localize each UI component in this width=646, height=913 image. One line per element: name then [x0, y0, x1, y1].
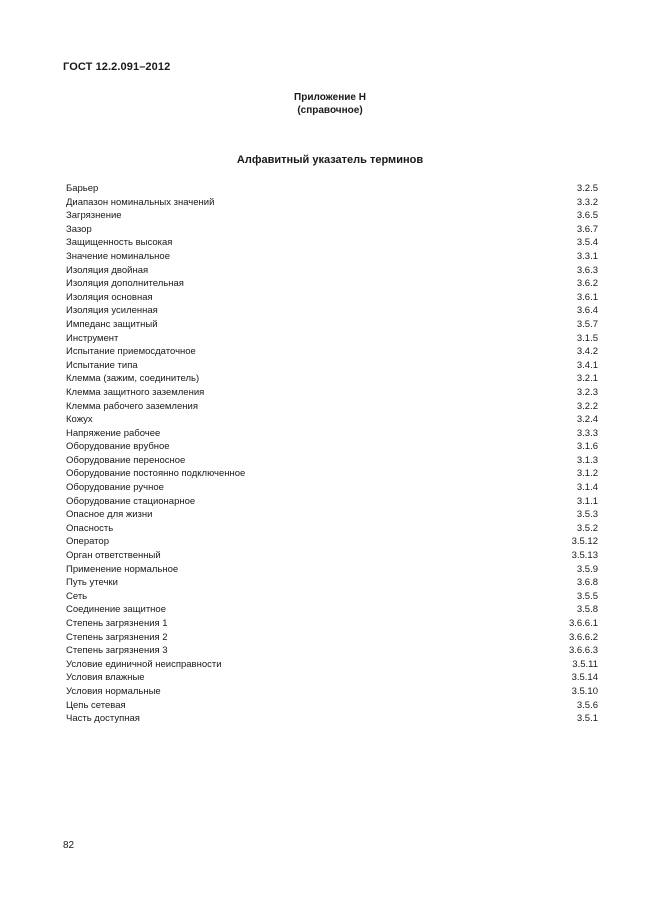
- term-reference: 3.5.3: [576, 509, 598, 521]
- term-reference: 3.6.6.3: [568, 645, 598, 657]
- term-reference: 3.6.1: [576, 291, 598, 303]
- term-name: Условия нормальные: [66, 685, 161, 697]
- term-row: [66, 549, 598, 563]
- term-name: Барьер: [66, 183, 99, 194]
- term-reference: 3.5.10: [571, 685, 598, 697]
- term-row: [66, 631, 598, 645]
- term-index-list: [66, 182, 598, 726]
- term-reference: 3.3.2: [576, 196, 598, 208]
- term-row: [66, 712, 598, 726]
- term-reference: 3.1.5: [576, 332, 598, 344]
- term-reference: 3.5.14: [571, 672, 598, 684]
- term-name: Испытание типа: [66, 359, 138, 371]
- term-row: [66, 359, 598, 373]
- term-row: [66, 427, 598, 441]
- term-reference: 3.3.3: [576, 427, 598, 439]
- term-name: Изоляция дополнительная: [66, 278, 184, 290]
- term-row: [66, 250, 598, 264]
- term-name: Условия влажные: [66, 672, 145, 684]
- term-reference: 3.5.5: [576, 590, 598, 602]
- term-row: [66, 413, 598, 427]
- term-name: Оборудование стационарное: [66, 495, 196, 507]
- term-name: Степень загрязнения 1: [66, 618, 168, 629]
- term-name: Кожух: [66, 414, 93, 426]
- term-name: Клемма защитного заземления: [66, 386, 205, 398]
- appendix-title: Приложение Н: [294, 92, 366, 103]
- term-row: [66, 277, 598, 291]
- term-reference: 3.2.5: [576, 183, 598, 194]
- term-name: Напряжение рабочее: [66, 427, 161, 439]
- term-name: Соединение защитное: [66, 604, 167, 616]
- term-reference: 3.5.12: [571, 536, 598, 548]
- term-name: Часть доступная: [66, 713, 140, 725]
- term-row: [66, 467, 598, 481]
- term-name: Инструмент: [66, 332, 119, 344]
- term-row: [66, 196, 598, 210]
- term-reference: 3.6.6.1: [568, 618, 598, 629]
- term-row: [66, 495, 598, 509]
- term-reference: 3.6.8: [576, 577, 598, 589]
- term-name: Защищенность высокая: [66, 237, 173, 249]
- term-reference: 3.1.4: [576, 482, 598, 494]
- term-name: Изоляция основная: [66, 291, 153, 303]
- term-name: Значение номинальное: [66, 250, 170, 262]
- term-name: Импеданс защитный: [66, 318, 158, 330]
- term-reference: 3.5.1: [576, 713, 598, 725]
- document-id: ГОСТ 12.2.091–2012: [63, 61, 171, 73]
- term-row: [66, 671, 598, 685]
- term-row: [66, 590, 598, 604]
- term-reference: 3.1.6: [576, 441, 598, 453]
- term-reference: 3.1.3: [576, 454, 598, 466]
- term-row: [66, 209, 598, 223]
- term-name: Зазор: [66, 223, 92, 235]
- term-row: [66, 508, 598, 522]
- term-row: [66, 658, 598, 672]
- term-row: [66, 454, 598, 468]
- term-row: [66, 617, 598, 631]
- term-name: Условие единичной неисправности: [66, 658, 222, 670]
- term-row: [66, 685, 598, 699]
- term-reference: 3.2.1: [576, 373, 598, 385]
- term-name: Опасность: [66, 522, 114, 534]
- term-row: [66, 440, 598, 454]
- term-name: Путь утечки: [66, 577, 118, 589]
- term-row: [66, 576, 598, 590]
- term-row: [66, 345, 598, 359]
- term-row: [66, 699, 598, 713]
- term-row: [66, 304, 598, 318]
- term-name: Степень загрязнения 2: [66, 631, 168, 643]
- term-name: Оборудование ручное: [66, 482, 164, 494]
- term-row: [66, 264, 598, 278]
- term-reference: 3.5.4: [576, 237, 598, 249]
- term-name: Загрязнение: [66, 210, 122, 222]
- term-row: [66, 332, 598, 346]
- term-row: [66, 291, 598, 305]
- term-reference: 3.6.2: [576, 278, 598, 290]
- term-reference: 3.6.3: [576, 264, 598, 276]
- term-name: Изоляция двойная: [66, 264, 149, 276]
- term-reference: 3.1.1: [576, 495, 598, 507]
- term-row: [66, 372, 598, 386]
- term-name: Цепь сетевая: [66, 699, 126, 711]
- term-reference: 3.5.6: [576, 699, 598, 711]
- term-reference: 3.5.2: [576, 522, 598, 534]
- term-name: Диапазон номинальных значений: [66, 196, 215, 208]
- page-number: 82: [63, 840, 75, 851]
- term-name: Сеть: [66, 590, 88, 602]
- term-row: [66, 318, 598, 332]
- term-reference: 3.5.13: [571, 550, 598, 562]
- term-row: [66, 481, 598, 495]
- term-row: [66, 644, 598, 658]
- appendix-subtitle: (справочное): [297, 105, 363, 116]
- index-title: Алфавитный указатель терминов: [236, 154, 424, 166]
- term-reference: 3.5.11: [572, 658, 598, 670]
- term-reference: 3.4.1: [576, 359, 598, 371]
- term-name: Оборудование переносное: [66, 454, 186, 466]
- term-row: [66, 535, 598, 549]
- appendix-heading: [0, 91, 646, 117]
- term-name: Изоляция усиленная: [66, 305, 158, 317]
- term-row: [66, 603, 598, 617]
- term-name: Испытание приемосдаточное: [66, 346, 196, 358]
- term-reference: 3.6.5: [576, 210, 598, 222]
- term-row: [66, 236, 598, 250]
- term-reference: 3.3.1: [576, 250, 598, 262]
- term-reference: 3.4.2: [576, 346, 598, 358]
- term-reference: 3.5.7: [576, 318, 598, 330]
- term-name: Опасное для жизни: [66, 509, 153, 521]
- term-name: Степень загрязнения 3: [66, 645, 168, 657]
- term-reference: 3.2.4: [576, 414, 598, 426]
- term-name: Оборудование врубное: [66, 441, 170, 453]
- term-name: Применение нормальное: [66, 563, 179, 575]
- term-name: Оборудование постоянно подключенное: [66, 468, 246, 480]
- term-name: Клемма (зажим, соединитель): [66, 373, 200, 385]
- term-name: Оператор: [66, 536, 109, 548]
- term-name: Клемма рабочего заземления: [66, 400, 198, 412]
- term-reference: 3.2.3: [576, 386, 598, 398]
- term-reference: 3.6.7: [576, 223, 598, 235]
- term-row: [66, 182, 598, 196]
- term-row: [66, 386, 598, 400]
- term-reference: 3.5.8: [576, 604, 598, 616]
- term-row: [66, 563, 598, 577]
- term-name: Орган ответственный: [66, 550, 161, 562]
- term-reference: 3.6.6.2: [568, 631, 598, 643]
- term-reference: 3.5.9: [576, 563, 598, 575]
- term-reference: 3.6.4: [576, 305, 598, 317]
- term-row: [66, 522, 598, 536]
- term-row: [66, 400, 598, 414]
- term-reference: 3.2.2: [576, 400, 598, 412]
- term-reference: 3.1.2: [576, 468, 598, 480]
- term-row: [66, 223, 598, 237]
